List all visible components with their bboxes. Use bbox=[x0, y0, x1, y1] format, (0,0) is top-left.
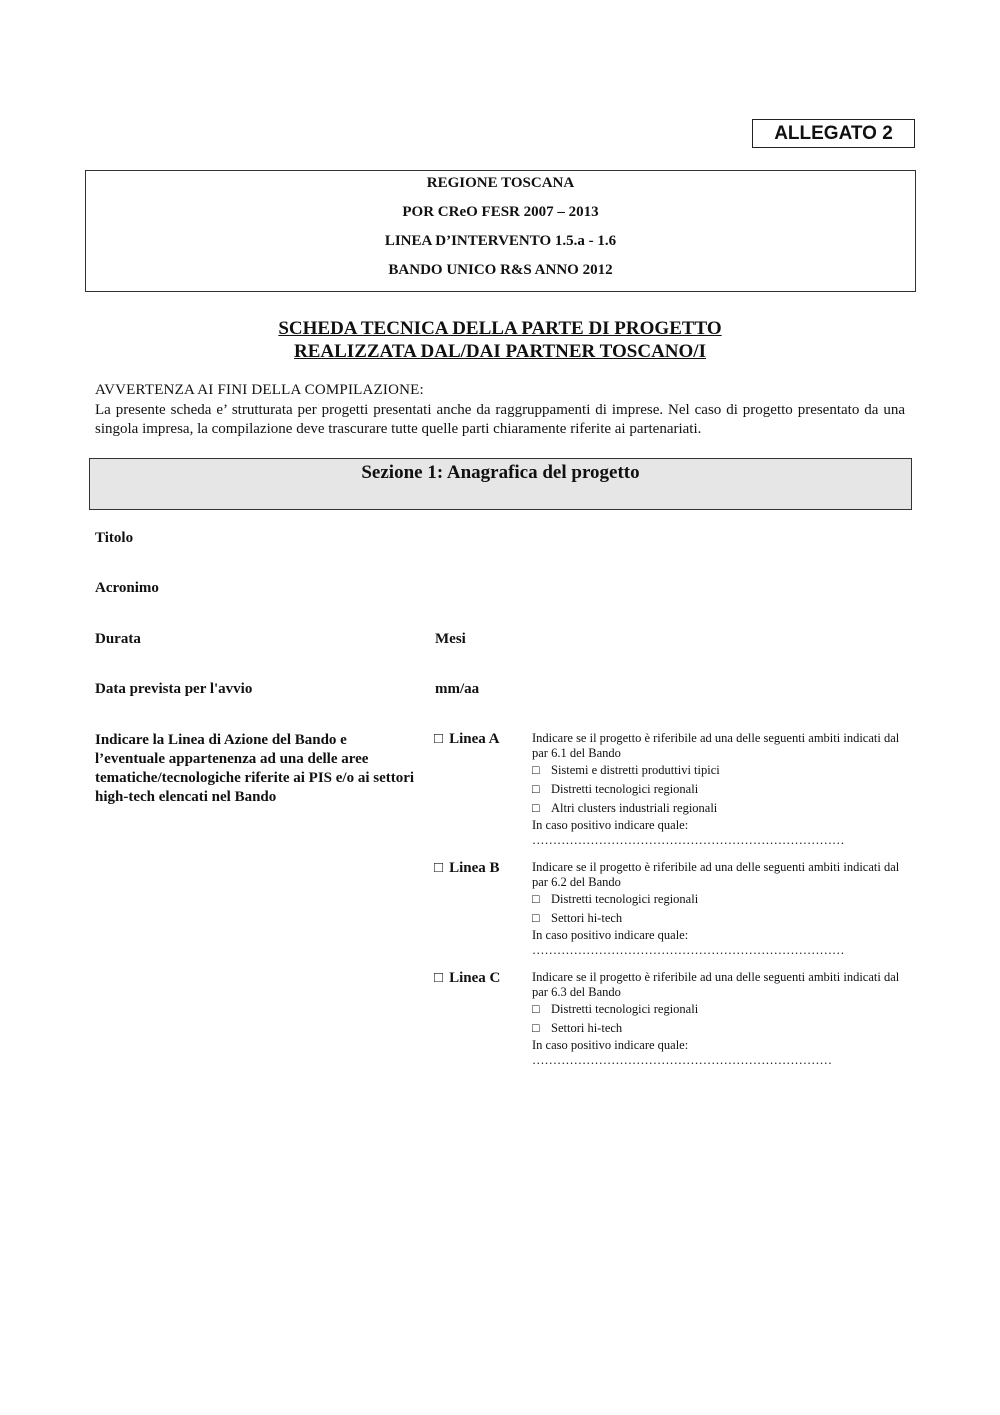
checkbox-icon: □ bbox=[532, 801, 540, 815]
linea-a-intro: Indicare se il progetto è riferibile ad una delle seguenti ambiti indicati dal par 6.1 del Bando bbox=[532, 731, 900, 760]
checkbox-icon: □ bbox=[434, 731, 444, 747]
field-data-avvio-label: Data prevista per l'avvio bbox=[95, 681, 253, 697]
linea-b-option[interactable]: □ Settori hi-tech bbox=[532, 909, 912, 928]
header-bando: BANDO UNICO R&S ANNO 2012 bbox=[388, 262, 613, 278]
checkbox-icon: □ bbox=[532, 763, 540, 777]
warning-heading: AVVERTENZA AI FINI DELLA COMPILAZIONE: bbox=[95, 382, 424, 398]
header-box bbox=[85, 170, 916, 292]
linea-c-checkbox[interactable] bbox=[434, 970, 500, 987]
field-acronimo-label: Acronimo bbox=[95, 580, 159, 596]
checkbox-icon: □ bbox=[434, 860, 444, 876]
field-titolo-label: Titolo bbox=[95, 530, 134, 546]
linea-c-label: Linea C bbox=[449, 970, 501, 986]
linea-b-option[interactable]: □ Distretti tecnologici regionali bbox=[532, 890, 912, 909]
warning-body: La presente scheda e’ strutturata per progetti presentati anche da raggruppamenti di imprese. Nel caso di progetto presentato da una singola impresa, la compilazione deve trascurare tutte quelle parti chiaramente riferite ai partenariati. bbox=[95, 402, 905, 437]
linea-a-fill-line[interactable]: ………………………………………………………………… bbox=[532, 833, 845, 847]
linea-a-option[interactable]: □ Sistemi e distretti produttivi tipici bbox=[532, 761, 912, 780]
linea-a-note: In caso positivo indicare quale: bbox=[532, 818, 689, 832]
field-data-avvio-format: mm/aa bbox=[435, 681, 480, 697]
page-title-line2: REALIZZATA DAL/DAI PARTNER TOSCANO/I bbox=[294, 341, 706, 362]
checkbox-icon: □ bbox=[532, 911, 540, 925]
linea-c-option[interactable]: □ Distretti tecnologici regionali bbox=[532, 1000, 912, 1019]
linea-c-options bbox=[532, 970, 912, 1068]
linea-b-label: Linea B bbox=[449, 860, 500, 876]
linea-a-option[interactable]: □ Altri clusters industriali regionali bbox=[532, 799, 912, 818]
page-title bbox=[85, 317, 915, 363]
linea-a-option[interactable]: □ Distretti tecnologici regionali bbox=[532, 780, 912, 799]
field-durata-label: Durata bbox=[95, 631, 141, 647]
linea-c-option[interactable]: □ Settori hi-tech bbox=[532, 1019, 912, 1038]
header-program: POR CReO FESR 2007 – 2013 bbox=[402, 204, 599, 220]
linea-a-label: Linea A bbox=[449, 731, 500, 747]
checkbox-icon: □ bbox=[532, 1021, 540, 1035]
checkbox-icon: □ bbox=[434, 970, 444, 986]
linea-c-note: In caso positivo indicare quale: bbox=[532, 1038, 689, 1052]
checkbox-icon: □ bbox=[532, 782, 540, 796]
checkbox-icon: □ bbox=[532, 892, 540, 906]
linea-b-options bbox=[532, 860, 912, 958]
header-region: REGIONE TOSCANA bbox=[426, 175, 575, 191]
linea-b-intro: Indicare se il progetto è riferibile ad una delle seguenti ambiti indicati dal par 6.2 del Bando bbox=[532, 860, 900, 889]
linea-c-intro: Indicare se il progetto è riferibile ad una delle seguenti ambiti indicati dal par 6.3 del Bando bbox=[532, 970, 900, 999]
field-durata-unit: Mesi bbox=[435, 631, 466, 647]
allegato-label: ALLEGATO 2 bbox=[752, 119, 915, 148]
section1-header bbox=[89, 458, 912, 510]
header-linea: LINEA D’INTERVENTO 1.5.a - 1.6 bbox=[384, 233, 617, 249]
linea-a-options bbox=[532, 731, 912, 848]
field-linea-label: Indicare la Linea di Azione del Bando e l’eventuale appartenenza ad una delle aree tematiche/tecnologiche riferite ai PIS e/o ai settori high-tech elencati nel Bando bbox=[95, 732, 415, 805]
linea-b-note: In caso positivo indicare quale: bbox=[532, 928, 689, 942]
linea-c-fill-line[interactable]: ……………………………………………………………… bbox=[532, 1053, 832, 1067]
linea-b-checkbox[interactable] bbox=[434, 860, 500, 877]
checkbox-icon: □ bbox=[532, 1002, 540, 1016]
linea-b-fill-line[interactable]: ………………………………………………………………… bbox=[532, 943, 845, 957]
linea-a-checkbox[interactable] bbox=[434, 731, 500, 748]
page-title-line1: SCHEDA TECNICA DELLA PARTE DI PROGETTO bbox=[278, 318, 722, 339]
section1-title: Sezione 1: Anagrafica del progetto bbox=[361, 462, 640, 483]
